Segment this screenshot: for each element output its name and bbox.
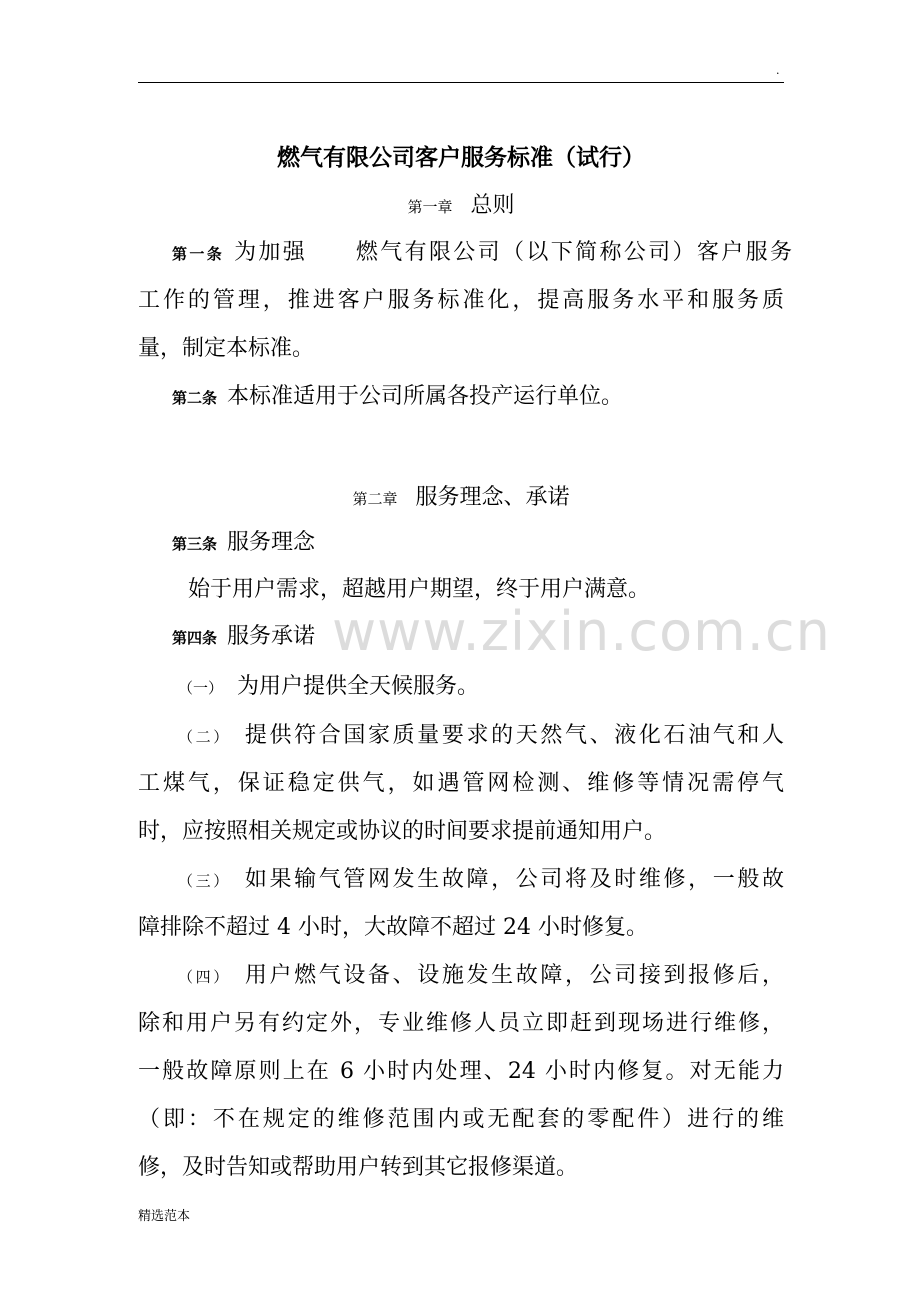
chapter-name: 总则 <box>470 193 515 218</box>
item-text: 用户燃气设备、设施发生故障，公司接到报修后， <box>244 963 784 988</box>
header-dot: . <box>776 64 780 77</box>
article-text: 为加强 燃气有限公司（以下简称公司）客户服务 <box>234 240 792 265</box>
item-number: （一） <box>178 679 224 697</box>
item-number: （四） <box>178 968 231 986</box>
item-text: 为用户提供全天候服务。 <box>237 674 480 699</box>
article-text: 服务承诺 <box>227 624 316 649</box>
item-4-line-2: 除和用户另有约定外，专业维修人员立即赶到现场进行维修， <box>138 1011 784 1036</box>
article-label: 第二条 <box>172 389 218 407</box>
item-text: 提供符合国家质量要求的天然气、液化石油气和人 <box>244 723 784 748</box>
chapter-name: 服务理念、承诺 <box>415 485 570 510</box>
item-number: （三） <box>178 872 231 890</box>
chapter-1-heading <box>138 186 784 227</box>
article-1-line-3: 量，制定本标准。 <box>138 336 315 361</box>
item-3-line-1 <box>178 865 784 896</box>
article-1-line-1 <box>172 238 792 269</box>
article-label: 第三条 <box>172 535 218 553</box>
article-3-line-2: 始于用户需求，超越用户期望，终于用户满意。 <box>188 577 651 602</box>
article-2-line-1 <box>172 382 822 413</box>
article-label: 第四条 <box>172 629 218 647</box>
item-4-line-4: （即：不在规定的维修范围内或无配套的零配件）进行的维 <box>138 1107 784 1132</box>
watermark: www.zixin.com.cn <box>332 600 831 663</box>
article-text: 本标准适用于公司所属各投产运行单位。 <box>227 384 624 409</box>
chapter-number: 第一章 <box>407 198 453 216</box>
item-2-line-3: 时，应按照相关规定或协议的时间要求提前通知用户。 <box>138 819 667 844</box>
chapter-2-heading <box>138 478 784 519</box>
item-3-line-2: 障排除不超过 4 小时，大故障不超过 24 小时修复。 <box>138 915 648 940</box>
page-footer: 精选范本 <box>138 1209 191 1224</box>
item-number: （二） <box>178 728 231 746</box>
article-label: 第一条 <box>172 245 225 263</box>
article-text: 服务理念 <box>227 530 316 555</box>
item-text: 如果输气管网发生故障，公司将及时维修，一般故 <box>244 867 784 892</box>
item-2-line-1 <box>178 721 784 752</box>
item-4-line-1 <box>178 961 784 992</box>
item-2-line-2: 工煤气，保证稳定供气，如遇管网检测、维修等情况需停气 <box>138 771 784 796</box>
header-rule <box>138 82 784 83</box>
item-4-line-5: 修，及时告知或帮助用户转到其它报修渠道。 <box>138 1155 579 1180</box>
article-1-line-2: 工作的管理，推进客户服务标准化，提高服务水平和服务质 <box>138 288 784 313</box>
item-4-line-3: 一般故障原则上在 6 小时内处理、24 小时内修复。对无能力 <box>138 1059 784 1084</box>
item-1-line-1 <box>178 672 828 703</box>
chapter-number: 第二章 <box>352 490 398 508</box>
article-3-line-1 <box>172 528 822 559</box>
document-title: 燃气有限公司客户服务标准（试行） <box>277 145 645 171</box>
